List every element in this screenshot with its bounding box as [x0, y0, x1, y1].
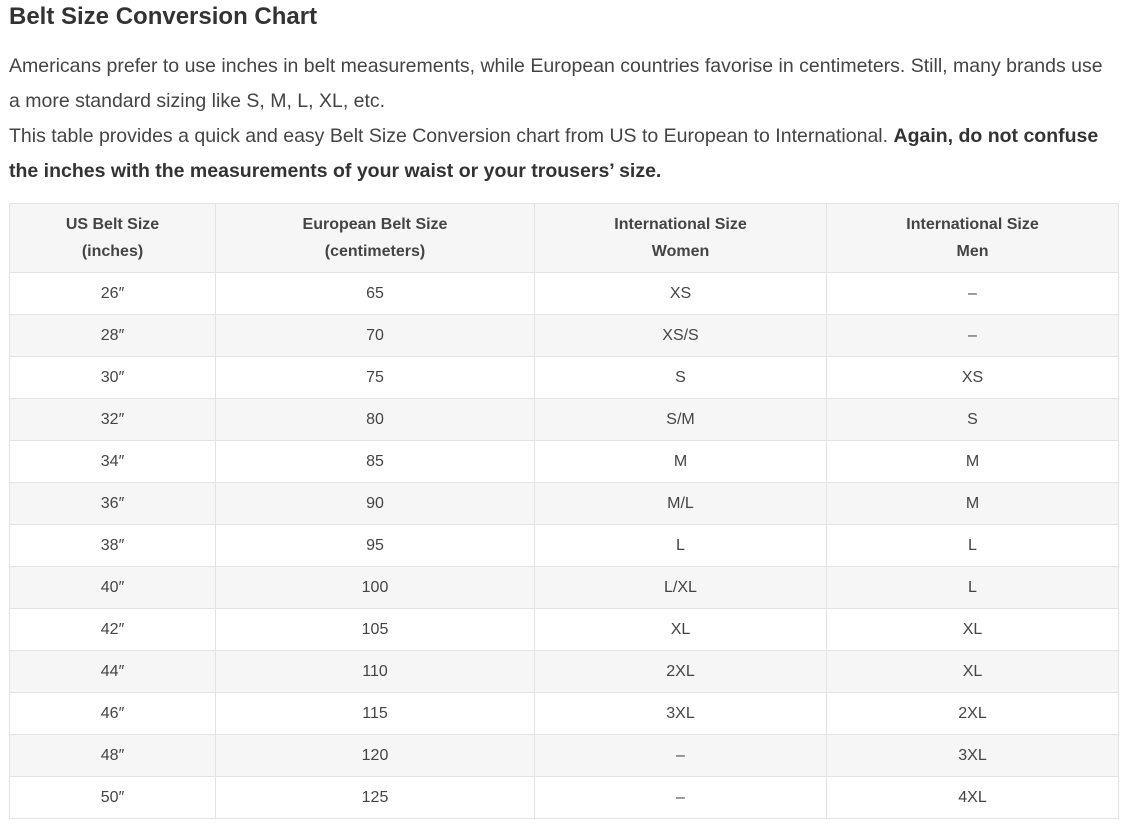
- table-row: [10, 777, 1119, 819]
- intl-women-cell: L/XL: [535, 567, 827, 609]
- belt-size-table: [9, 203, 1119, 819]
- us-size-cell: 30″: [10, 357, 216, 399]
- us-size-cell: 28″: [10, 315, 216, 357]
- table-row: [10, 315, 1119, 357]
- intl-women-cell: XS: [535, 273, 827, 315]
- table-row: [10, 525, 1119, 567]
- intl-men-cell: XS: [827, 357, 1119, 399]
- us-size-cell: 26″: [10, 273, 216, 315]
- table-row: [10, 273, 1119, 315]
- us-size-cell: 34″: [10, 441, 216, 483]
- eu-size-cell: 65: [216, 273, 535, 315]
- intro-bold-warning: Again, do not confuse the inches with the measurements of your waist or your trousers’ size.: [9, 125, 1099, 182]
- intl-women-cell: L: [535, 525, 827, 567]
- table-row: [10, 567, 1119, 609]
- eu-size-cell: 100: [216, 567, 535, 609]
- eu-size-cell: 105: [216, 609, 535, 651]
- us-size-cell: 50″: [10, 777, 216, 819]
- intl-men-cell: M: [827, 441, 1119, 483]
- intl-women-cell: M: [535, 441, 827, 483]
- eu-size-cell: 75: [216, 357, 535, 399]
- intl-men-cell: 4XL: [827, 777, 1119, 819]
- intl-men-cell: 2XL: [827, 693, 1119, 735]
- intro-paragraph: [9, 49, 1118, 189]
- eu-size-cell: 120: [216, 735, 535, 777]
- eu-size-cell: 80: [216, 399, 535, 441]
- intl-women-cell: 2XL: [535, 651, 827, 693]
- page-title: Belt Size Conversion Chart: [9, 3, 318, 30]
- table-row: [10, 609, 1119, 651]
- intl-men-cell: XL: [827, 651, 1119, 693]
- intl-men-cell: S: [827, 399, 1119, 441]
- header-intl-women: International Size Women: [535, 204, 827, 273]
- table-row: [10, 693, 1119, 735]
- intl-women-cell: XS/S: [535, 315, 827, 357]
- intl-women-cell: S/M: [535, 399, 827, 441]
- table-row: [10, 483, 1119, 525]
- intl-men-cell: XL: [827, 609, 1119, 651]
- intl-men-cell: M: [827, 483, 1119, 525]
- intl-women-cell: XL: [535, 609, 827, 651]
- intl-women-cell: –: [535, 777, 827, 819]
- intro-text-2: This table provides a quick and easy Belt Size Conversion chart from US to European to International.: [9, 125, 889, 147]
- us-size-cell: 48″: [10, 735, 216, 777]
- table-body: [10, 273, 1119, 819]
- eu-size-cell: 70: [216, 315, 535, 357]
- eu-size-cell: 85: [216, 441, 535, 483]
- intl-women-cell: M/L: [535, 483, 827, 525]
- intl-men-cell: L: [827, 567, 1119, 609]
- table-row: [10, 735, 1119, 777]
- us-size-cell: 38″: [10, 525, 216, 567]
- eu-size-cell: 90: [216, 483, 535, 525]
- intl-women-cell: 3XL: [535, 693, 827, 735]
- us-size-cell: 32″: [10, 399, 216, 441]
- intl-men-cell: –: [827, 315, 1119, 357]
- us-size-cell: 42″: [10, 609, 216, 651]
- table-row: [10, 399, 1119, 441]
- intl-men-cell: –: [827, 273, 1119, 315]
- table-header-row: [10, 204, 1119, 273]
- table-row: [10, 441, 1119, 483]
- us-size-cell: 40″: [10, 567, 216, 609]
- intl-men-cell: L: [827, 525, 1119, 567]
- eu-size-cell: 110: [216, 651, 535, 693]
- eu-size-cell: 115: [216, 693, 535, 735]
- intl-women-cell: –: [535, 735, 827, 777]
- intro-text-1: Americans prefer to use inches in belt measurements, while European countries favorise in centimeters. Still, many brands use a more standard sizing like S, M, L, XL, etc.: [9, 55, 1103, 112]
- header-eu-size: European Belt Size (centimeters): [216, 204, 535, 273]
- eu-size-cell: 125: [216, 777, 535, 819]
- header-us-size: US Belt Size (inches): [10, 204, 216, 273]
- eu-size-cell: 95: [216, 525, 535, 567]
- header-intl-men: International Size Men: [827, 204, 1119, 273]
- us-size-cell: 44″: [10, 651, 216, 693]
- us-size-cell: 36″: [10, 483, 216, 525]
- intl-women-cell: S: [535, 357, 827, 399]
- table-row: [10, 651, 1119, 693]
- intl-men-cell: 3XL: [827, 735, 1119, 777]
- table-row: [10, 357, 1119, 399]
- us-size-cell: 46″: [10, 693, 216, 735]
